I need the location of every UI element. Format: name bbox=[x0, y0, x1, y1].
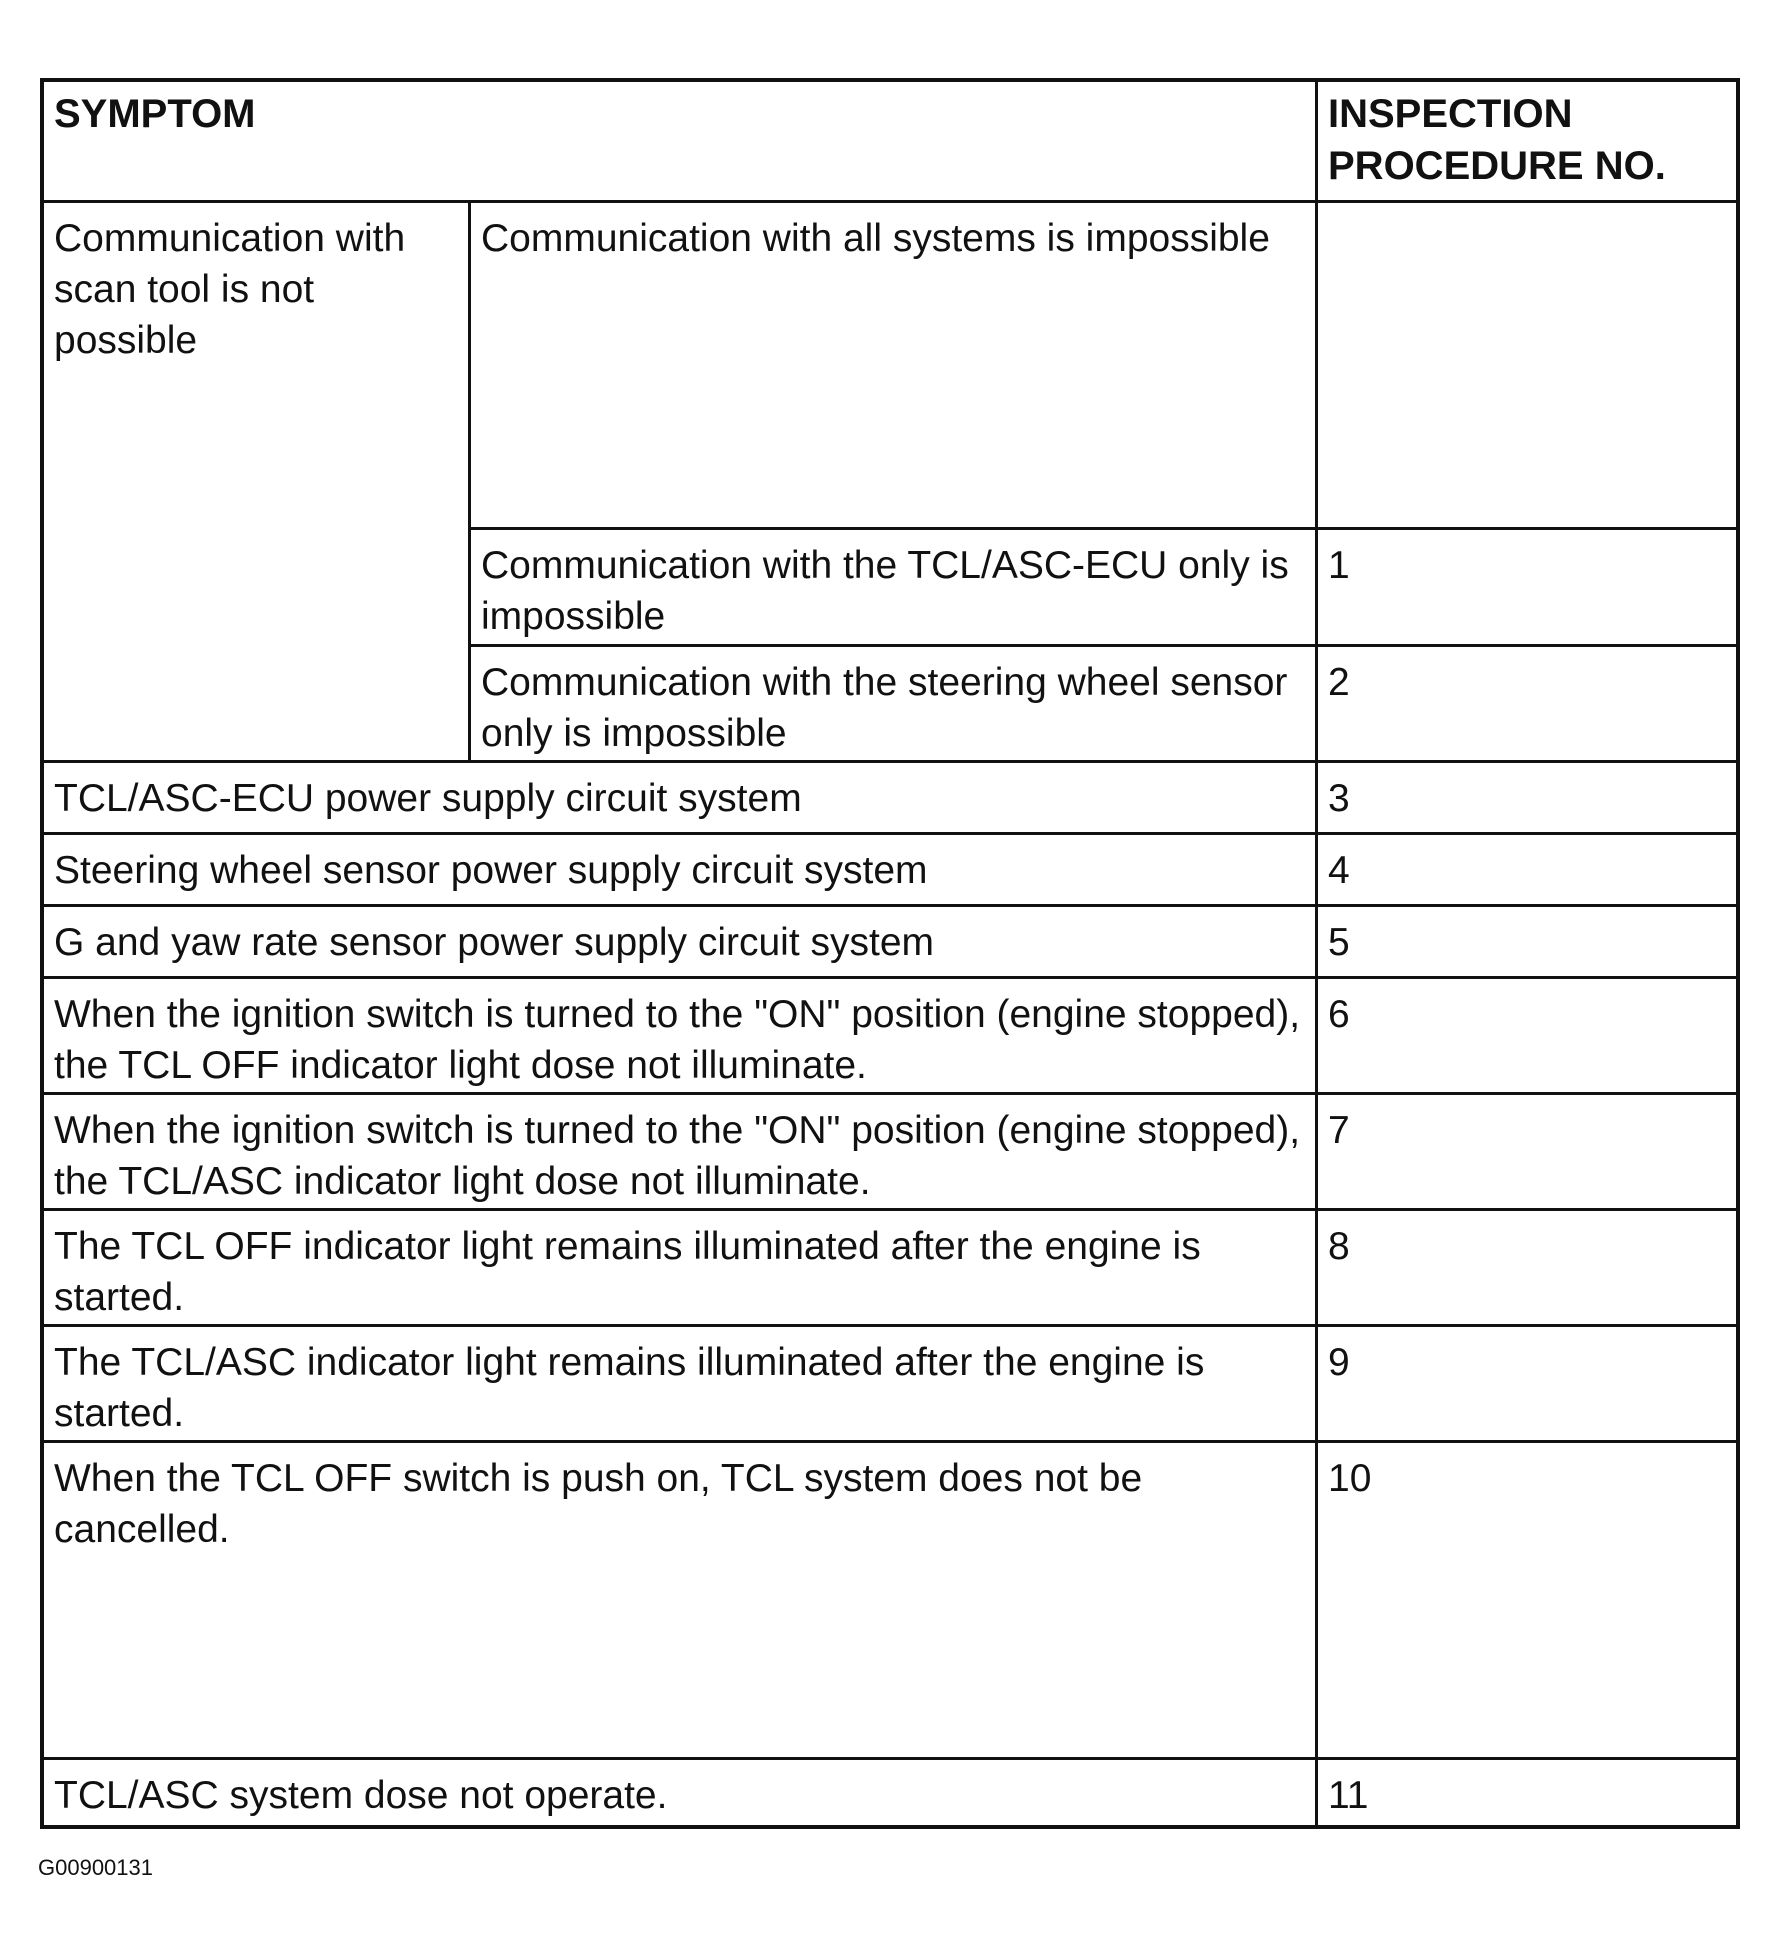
column-divider bbox=[1315, 82, 1318, 1825]
procedure-number bbox=[1318, 203, 1738, 527]
symptom-cell: G and yaw rate sensor power supply circuit system bbox=[54, 921, 935, 964]
symptom-cell: TCL/ASC system dose not operate. bbox=[54, 1774, 668, 1817]
row-divider bbox=[44, 832, 1736, 835]
column-divider bbox=[468, 200, 471, 760]
symptom-cell: When the ignition switch is turned to the "ON" position (engine stopped), the TCL OFF indicator light dose not illuminate. bbox=[54, 993, 1301, 1087]
procedure-number: 8 bbox=[1328, 1225, 1350, 1268]
communication-detail-tcl-asc-ecu: Communication with the TCL/ASC-ECU only is impossible bbox=[481, 544, 1289, 638]
communication-detail-steering-wheel-sensor: Communication with the steering wheel sensor only is impossible bbox=[481, 661, 1288, 755]
row-divider bbox=[44, 760, 1736, 763]
procedure-number: 3 bbox=[1328, 777, 1350, 820]
row-divider bbox=[468, 527, 1736, 530]
row-divider bbox=[44, 1440, 1736, 1443]
symptom-cell: When the ignition switch is turned to the "ON" position (engine stopped), the TCL/ASC indicator light dose not illuminate. bbox=[54, 1109, 1301, 1203]
communication-group-label: Communication with scan tool is not possible bbox=[54, 217, 406, 362]
procedure-number: 2 bbox=[1328, 661, 1350, 704]
header-inspection-line2: PROCEDURE NO. bbox=[1328, 144, 1666, 188]
procedure-number: 11 bbox=[1328, 1774, 1369, 1817]
row-divider bbox=[44, 1208, 1736, 1211]
row-divider bbox=[44, 1092, 1736, 1095]
procedure-number: 1 bbox=[1328, 544, 1350, 587]
row-divider bbox=[44, 1757, 1736, 1760]
header-inspection-line1: INSPECTION bbox=[1328, 92, 1573, 136]
symptom-table bbox=[40, 78, 1740, 1829]
symptom-cell: TCL/ASC-ECU power supply circuit system bbox=[54, 777, 802, 820]
procedure-number: 4 bbox=[1328, 849, 1350, 892]
row-divider bbox=[44, 976, 1736, 979]
row-divider bbox=[44, 1324, 1736, 1327]
symptom-cell: The TCL OFF indicator light remains illuminated after the engine is started. bbox=[54, 1225, 1201, 1319]
communication-detail-all-systems: Communication with all systems is impossible bbox=[481, 217, 1270, 260]
procedure-number: 10 bbox=[1328, 1457, 1372, 1500]
procedure-number: 6 bbox=[1328, 993, 1350, 1036]
figure-id: G00900131 bbox=[38, 1855, 153, 1880]
header-symptom: SYMPTOM bbox=[54, 92, 256, 136]
row-divider bbox=[44, 200, 1736, 203]
procedure-number: 7 bbox=[1328, 1109, 1350, 1152]
procedure-number: 5 bbox=[1328, 921, 1350, 964]
symptom-cell: The TCL/ASC indicator light remains illuminated after the engine is started. bbox=[54, 1341, 1205, 1435]
symptom-cell: When the TCL OFF switch is push on, TCL system does not be cancelled. bbox=[54, 1457, 1143, 1551]
row-divider bbox=[44, 904, 1736, 907]
row-divider bbox=[468, 644, 1736, 647]
procedure-number: 9 bbox=[1328, 1341, 1350, 1384]
header-inspection-procedure bbox=[1318, 82, 1738, 200]
symptom-cell: Steering wheel sensor power supply circuit system bbox=[54, 849, 928, 892]
